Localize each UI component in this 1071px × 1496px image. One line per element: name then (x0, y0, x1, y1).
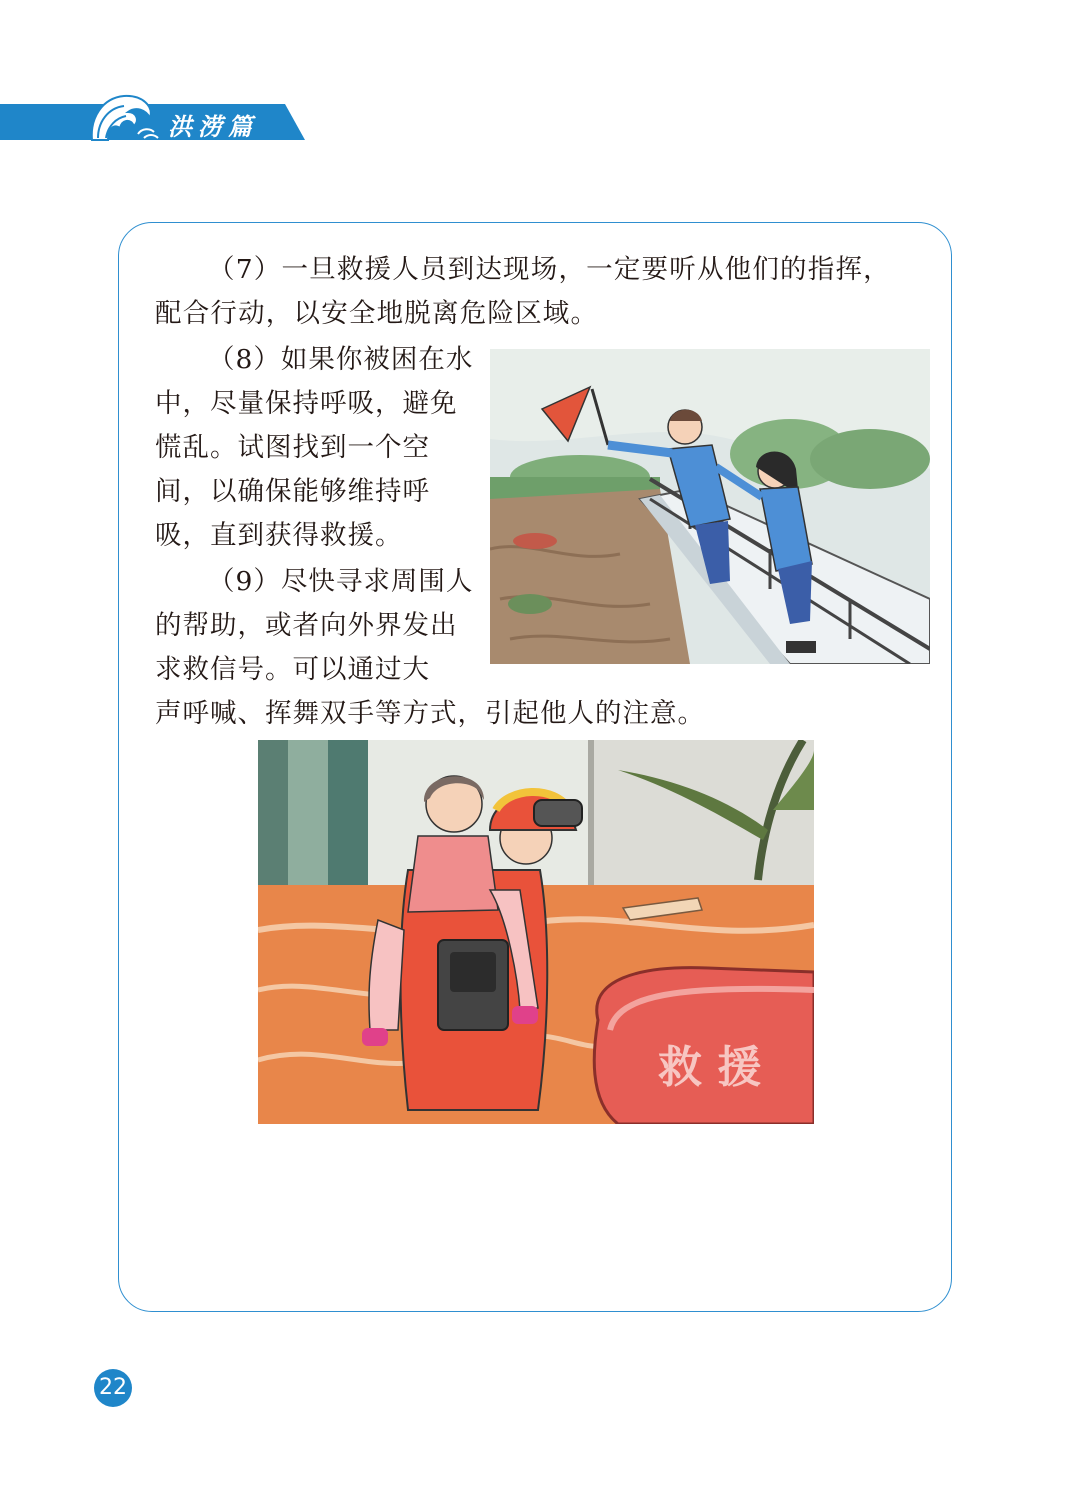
paragraph-7: （7）一旦救援人员到达现场，一定要听从他们的指挥，配合行动，以安全地脱离危险区域。 (155, 254, 891, 329)
illustration-bridge-signal (490, 349, 930, 664)
illustration-firefighter-rescue (258, 740, 814, 1124)
paragraph-8: （8）如果你被困在水中，尽量保持呼吸，避免慌乱。试图找到一个空间，以确保能够维持呼吸，直到获得救援。 (155, 344, 474, 551)
chapter-title: 洪涝篇 (168, 113, 258, 141)
paragraph-9: （9）尽快寻求周围人的帮助，或者向外界发出求救信号。可以通过大 (155, 566, 474, 685)
page-number: 22 (94, 1369, 132, 1407)
rescue-boat-label: 救 援 (658, 1042, 762, 1093)
wave-icon (84, 88, 164, 144)
paragraph-9-continued: 声呼喊、挥舞双手等方式，引起他人的注意。 (155, 698, 705, 729)
